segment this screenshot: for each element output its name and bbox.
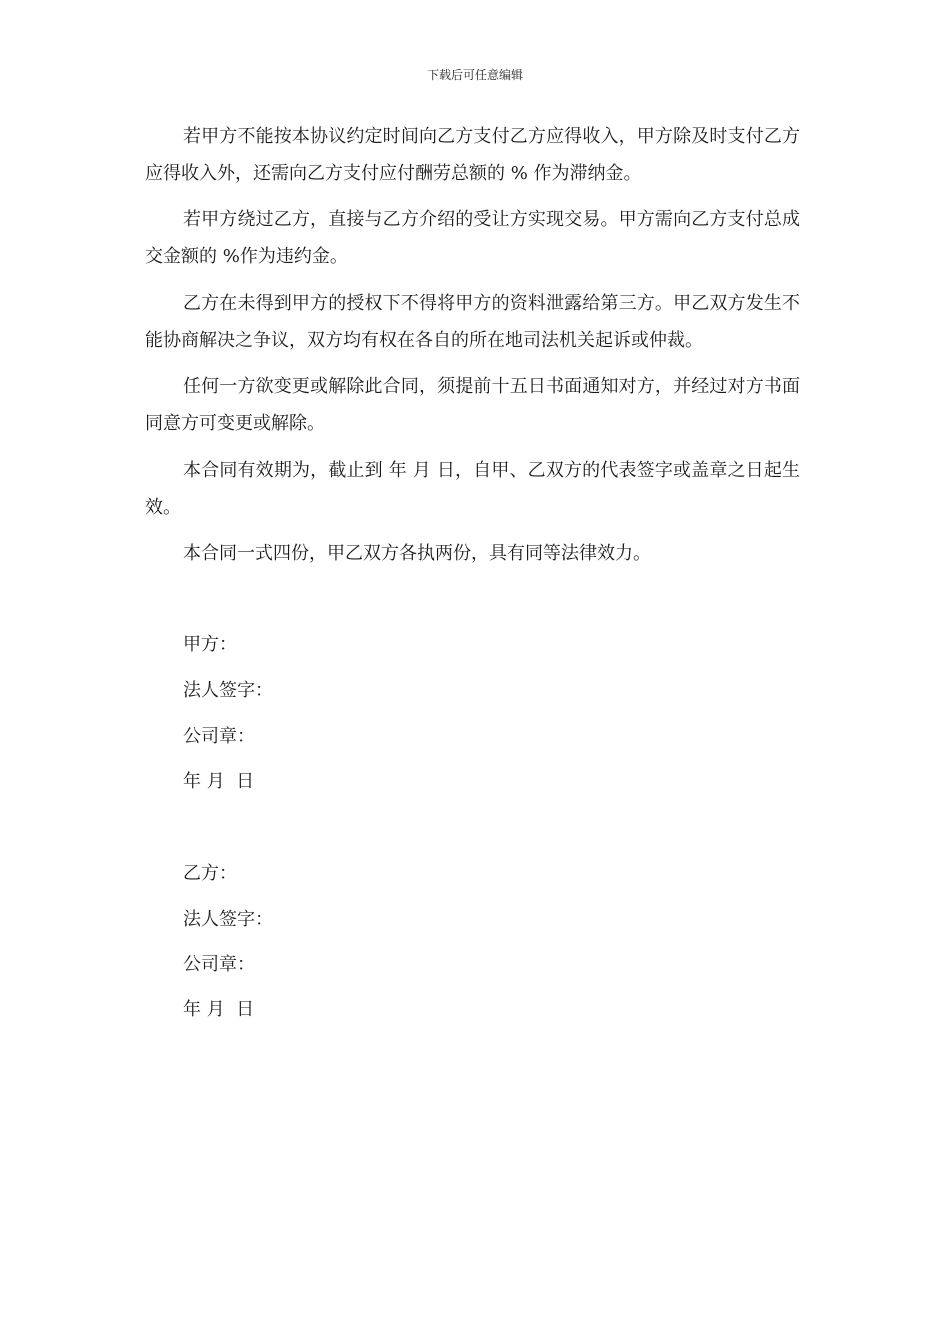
party-b-seal-label: 公司章：: [183, 954, 255, 975]
party-a-seal-label: 公司章：: [183, 726, 255, 747]
clause-late-payment: 若甲方不能按本协议约定时间向乙方支付乙方应得收入，甲方除及时支付乙方应得收入外，还需向乙方支付应付酬劳总额的 % 作为滞纳金。: [145, 126, 800, 184]
party-a-date-label: 年 月 日: [183, 771, 255, 792]
clause-modification: 任何一方欲变更或解除此合同，须提前十五日书面通知对方，并经过对方书面同意方可变更或解除。: [145, 376, 800, 434]
clause-validity-period: 本合同有效期为，截止到 年 月 日，自甲、乙双方的代表签字或盖章之日起生效。: [145, 460, 800, 518]
party-a-signature-label: 法人签字：: [183, 680, 273, 701]
party-a-label: 甲方：: [183, 634, 237, 655]
clause-confidentiality-dispute: 乙方在未得到甲方的授权下不得将甲方的资料泄露给第三方。甲乙双方发生不能协商解决之争议，双方均有权在各自的所在地司法机关起诉或仲裁。: [145, 293, 800, 351]
clause-bypass-penalty: 若甲方绕过乙方，直接与乙方介绍的受让方实现交易。甲方需向乙方支付总成交金额的 %作为违约金。: [145, 209, 800, 267]
party-b-date-label: 年 月 日: [183, 999, 255, 1020]
page-header-note: 下载后可任意编辑: [426, 68, 523, 82]
clause-copies: 本合同一式四份，甲乙双方各执两份，具有同等法律效力。: [183, 543, 651, 564]
party-b-label: 乙方：: [183, 863, 237, 884]
party-b-signature-label: 法人签字：: [183, 909, 273, 930]
